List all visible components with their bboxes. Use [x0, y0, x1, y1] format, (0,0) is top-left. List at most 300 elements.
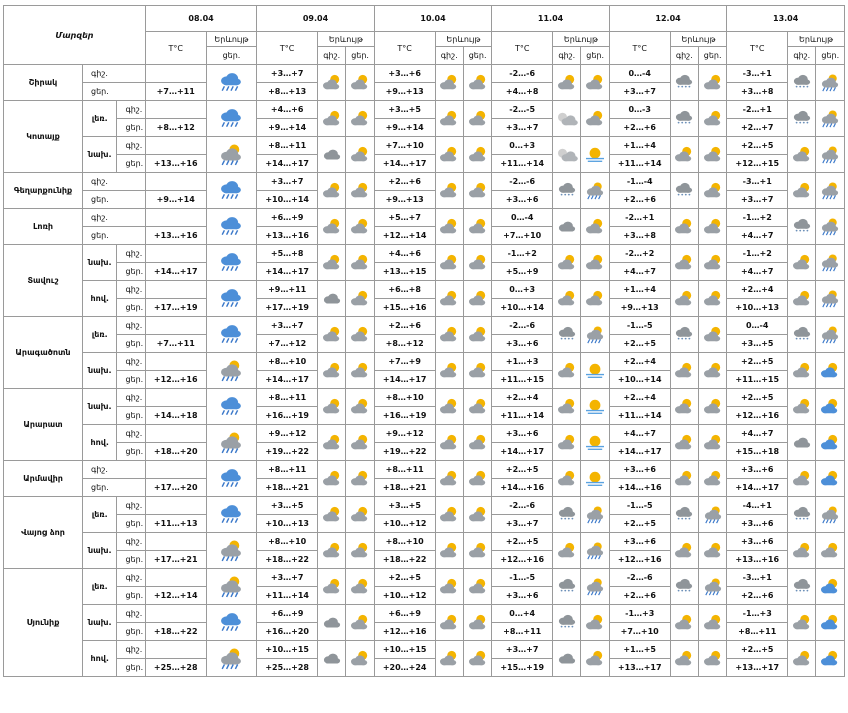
- table-row: [4, 317, 845, 335]
- table-row: [4, 641, 845, 659]
- weather-icon-cell: [206, 209, 257, 245]
- table-row: [4, 389, 845, 407]
- day-weather-cell: [581, 281, 609, 317]
- temp-cell: +7…+10: [374, 137, 435, 155]
- temp-cell: +20…+24: [374, 659, 435, 677]
- region-name: Տավուշ: [4, 245, 83, 317]
- cloud-rain-icon: [207, 216, 257, 238]
- night-weather-cell: [553, 605, 581, 641]
- day-weather-cell: [816, 533, 845, 569]
- cloud-sun-icon: [318, 506, 345, 524]
- cloud-sun-icon: [436, 74, 463, 92]
- day-weather-cell: [581, 317, 609, 353]
- night-weather-cell: [435, 317, 463, 353]
- temp-cell: [145, 497, 206, 515]
- temp-cell: +3…+6: [609, 461, 670, 479]
- temp-cell: -1…-5: [609, 317, 670, 335]
- cloud-rain-sun-icon: [816, 506, 844, 524]
- cloud-sun-icon: [346, 362, 373, 380]
- table-row: [4, 533, 845, 551]
- night-weather-cell: [553, 65, 581, 101]
- day-weather-cell: [581, 173, 609, 209]
- day-weather-cell: [698, 389, 726, 425]
- sun-fog-icon: [581, 398, 608, 416]
- night-weather-cell: [318, 533, 346, 569]
- temp-cell: +16…+20: [257, 623, 318, 641]
- night-weather-cell: [435, 173, 463, 209]
- night-weather-cell: [318, 317, 346, 353]
- temp-cell: +8…+10: [374, 533, 435, 551]
- cloud-sun-icon: [553, 74, 580, 92]
- night-weather-cell: [553, 497, 581, 533]
- temp-cell: +8…+11: [727, 623, 788, 641]
- region-name: Լոռի: [4, 209, 83, 245]
- day-weather-cell: [816, 101, 845, 137]
- time-of-day: ցեր.: [117, 155, 145, 173]
- cloud-sun-icon: [581, 254, 608, 272]
- temp-cell: [145, 425, 206, 443]
- time-of-day: գիշ.: [117, 497, 145, 515]
- cloud-sun-icon: [464, 506, 491, 524]
- temp-cell: +13…+15: [374, 263, 435, 281]
- temp-cell: +13…+17: [727, 659, 788, 677]
- temp-header: T°C: [492, 32, 553, 65]
- temp-cell: +9…+11: [257, 281, 318, 299]
- temp-cell: +3…+7: [257, 317, 318, 335]
- table-row: [4, 245, 845, 263]
- temp-cell: +8…+11: [374, 461, 435, 479]
- temp-cell: +3…+5: [257, 497, 318, 515]
- cloud-sun-icon: [816, 542, 844, 560]
- day-weather-cell: [346, 317, 374, 353]
- temp-cell: +14…+17: [609, 443, 670, 461]
- cloud-sun-icon: [553, 362, 580, 380]
- cloud-sun-icon: [464, 146, 491, 164]
- cloud-sun-icon: [788, 146, 815, 164]
- cloud-sun-icon: [553, 290, 580, 308]
- weather-icon-cell: [206, 533, 257, 569]
- cloud-rain-icon: [207, 252, 257, 274]
- night-weather-cell: [318, 569, 346, 605]
- weather-icon-cell: [206, 173, 257, 209]
- temp-cell: +14…+18: [145, 407, 206, 425]
- temp-cell: +1…+5: [609, 641, 670, 659]
- cloud-rain-sun-icon: [816, 110, 844, 128]
- night-weather-cell: [670, 497, 698, 533]
- night-weather-cell: [435, 461, 463, 497]
- temp-cell: [145, 641, 206, 659]
- time-of-day: ցեր.: [117, 335, 145, 353]
- night-weather-cell: [553, 461, 581, 497]
- cloud-rain-icon: [207, 504, 257, 526]
- cloud-sun-icon: [346, 290, 373, 308]
- cloud-sun-icon: [318, 74, 345, 92]
- temp-cell: [145, 245, 206, 263]
- day-subheader: ցեր.: [816, 47, 845, 65]
- temp-cell: -3…+1: [727, 65, 788, 83]
- temp-cell: +4…+6: [257, 101, 318, 119]
- cloud-rain-sun-icon: [207, 576, 257, 598]
- time-of-day: գիշ.: [117, 641, 145, 659]
- day-weather-cell: [346, 461, 374, 497]
- day-weather-cell: [346, 137, 374, 173]
- cloud-sun-icon: [788, 362, 815, 380]
- temp-cell: +8…+11: [257, 461, 318, 479]
- temp-cell: +3…+7: [492, 641, 553, 659]
- day-weather-cell: [816, 245, 845, 281]
- cloud-sun-icon: [318, 254, 345, 272]
- cloud-sun-icon: [346, 578, 373, 596]
- cloud-sun-icon: [464, 614, 491, 632]
- cloud-snow-icon: [671, 506, 698, 524]
- cloud-sun-icon: [699, 326, 726, 344]
- night-weather-cell: [435, 605, 463, 641]
- temp-cell: -1…+2: [727, 209, 788, 227]
- region-name: Կոտայք: [4, 101, 83, 173]
- day-weather-cell: [581, 209, 609, 245]
- night-weather-cell: [788, 569, 816, 605]
- cloud-sun-icon: [699, 650, 726, 668]
- day-weather-cell: [463, 209, 491, 245]
- night-weather-cell: [788, 245, 816, 281]
- cloud-sun-icon: [671, 650, 698, 668]
- cloud-icon: [553, 650, 580, 668]
- day-weather-cell: [816, 281, 845, 317]
- cloud-sun-icon: [699, 470, 726, 488]
- cloud-sun-icon: [436, 290, 463, 308]
- moon-cloud-icon: [553, 110, 580, 128]
- day-weather-cell: [346, 209, 374, 245]
- temp-cell: +17…+20: [145, 479, 206, 497]
- temp-cell: +2…+6: [374, 317, 435, 335]
- night-weather-cell: [788, 101, 816, 137]
- day-weather-cell: [698, 209, 726, 245]
- cloud-sun-icon: [699, 218, 726, 236]
- temp-cell: +12…+15: [727, 155, 788, 173]
- temp-cell: +4…+8: [492, 83, 553, 101]
- day-weather-cell: [698, 605, 726, 641]
- temp-cell: +1…+4: [609, 137, 670, 155]
- weather-icon-cell: [206, 461, 257, 497]
- temp-cell: 0…-4: [727, 317, 788, 335]
- day-weather-cell: [346, 245, 374, 281]
- moon-cloud-icon: [553, 146, 580, 164]
- day-weather-cell: [698, 497, 726, 533]
- temp-cell: +3…+6: [492, 587, 553, 605]
- day-weather-cell: [816, 173, 845, 209]
- day-weather-cell: [463, 137, 491, 173]
- day-weather-cell: [346, 353, 374, 389]
- night-weather-cell: [435, 389, 463, 425]
- time-of-day: գիշ.: [83, 65, 146, 83]
- temp-cell: +4…+7: [727, 263, 788, 281]
- cloud-sun-icon: [464, 182, 491, 200]
- cloud-rain-sun-icon: [816, 182, 844, 200]
- day-subheader: ցեր.: [346, 47, 374, 65]
- night-weather-cell: [318, 65, 346, 101]
- night-weather-cell: [318, 389, 346, 425]
- temp-cell: +19…+22: [374, 443, 435, 461]
- temp-header: T°C: [374, 32, 435, 65]
- night-weather-cell: [318, 605, 346, 641]
- night-weather-cell: [435, 245, 463, 281]
- table-row: [4, 173, 845, 191]
- night-weather-cell: [553, 353, 581, 389]
- sun-fog-icon: [581, 434, 608, 452]
- temp-cell: +2…+5: [727, 641, 788, 659]
- night-weather-cell: [435, 497, 463, 533]
- cloud-sun-icon: [671, 470, 698, 488]
- temp-cell: [145, 569, 206, 587]
- cloud-sun-icon: [464, 254, 491, 272]
- cloud-sun-icon: [699, 254, 726, 272]
- temp-cell: +3…+7: [727, 191, 788, 209]
- time-of-day: ցեր.: [83, 191, 146, 209]
- temp-cell: -1…+3: [609, 605, 670, 623]
- temp-cell: +4…+7: [609, 263, 670, 281]
- temp-cell: -2…-6: [492, 65, 553, 83]
- temp-cell: +3…+7: [492, 119, 553, 137]
- cloud-snow-icon: [553, 578, 580, 596]
- night-weather-cell: [670, 425, 698, 461]
- cloud-sun-icon: [788, 614, 815, 632]
- temp-cell: 0…+3: [492, 137, 553, 155]
- day-weather-cell: [581, 65, 609, 101]
- zone-name: նախ.: [83, 137, 117, 173]
- temp-cell: +4…+7: [727, 227, 788, 245]
- temp-cell: +7…+10: [609, 623, 670, 641]
- night-weather-cell: [435, 137, 463, 173]
- cloud-sun-icon: [318, 542, 345, 560]
- cloud-sun-icon: [699, 182, 726, 200]
- night-weather-cell: [553, 245, 581, 281]
- temp-cell: +6…+9: [374, 605, 435, 623]
- cloud-rain-sun-icon: [207, 540, 257, 562]
- night-subheader: գիշ.: [788, 47, 816, 65]
- night-weather-cell: [788, 209, 816, 245]
- cloud-sun-icon: [436, 362, 463, 380]
- cloud-sun-icon: [464, 434, 491, 452]
- cloud-sun-icon: [464, 578, 491, 596]
- night-weather-cell: [435, 533, 463, 569]
- time-of-day: գիշ.: [117, 533, 145, 551]
- cloud-snow-icon: [553, 506, 580, 524]
- temp-cell: [145, 605, 206, 623]
- temp-cell: +6…+9: [257, 605, 318, 623]
- cloud-sun-icon: [788, 470, 815, 488]
- day-weather-cell: [463, 281, 491, 317]
- region-name: Վայոց ձոր: [4, 497, 83, 569]
- night-weather-cell: [788, 461, 816, 497]
- temp-cell: +2…+4: [609, 353, 670, 371]
- table-row: [4, 425, 845, 443]
- temp-cell: +8…+11: [257, 389, 318, 407]
- day-weather-cell: [698, 353, 726, 389]
- night-weather-cell: [788, 641, 816, 677]
- night-weather-cell: [670, 353, 698, 389]
- temp-cell: +17…+19: [257, 299, 318, 317]
- time-of-day: ցեր.: [117, 515, 145, 533]
- temp-cell: +11…+13: [145, 515, 206, 533]
- temp-cell: -2…-6: [609, 569, 670, 587]
- cloud-snow-icon: [788, 74, 815, 92]
- temp-cell: -1…+2: [492, 245, 553, 263]
- temp-cell: +18…+22: [145, 623, 206, 641]
- day-weather-cell: [463, 569, 491, 605]
- cloud-snow-icon: [788, 578, 815, 596]
- temp-cell: +10…+14: [257, 191, 318, 209]
- cloud-rain-sun-icon: [816, 326, 844, 344]
- night-weather-cell: [670, 389, 698, 425]
- table-row: [4, 461, 845, 479]
- cloud-snow-icon: [671, 326, 698, 344]
- time-of-day: ցեր.: [117, 443, 145, 461]
- time-of-day: ցեր.: [117, 299, 145, 317]
- day-weather-cell: [698, 317, 726, 353]
- cloud-sun-icon: [436, 182, 463, 200]
- temp-cell: +14…+17: [374, 371, 435, 389]
- zone-name: նախ.: [83, 605, 117, 641]
- temp-cell: +9…+12: [257, 425, 318, 443]
- temp-cell: +18…+21: [374, 479, 435, 497]
- weather-icon-cell: [206, 353, 257, 389]
- night-weather-cell: [318, 173, 346, 209]
- cloud-sun-icon: [671, 290, 698, 308]
- day-weather-cell: [581, 605, 609, 641]
- temp-cell: +14…+17: [374, 155, 435, 173]
- cloud-sun-icon: [436, 398, 463, 416]
- day-weather-cell: [346, 65, 374, 101]
- day-weather-cell: [816, 317, 845, 353]
- cloud-sun-icon: [553, 434, 580, 452]
- time-of-day: գիշ.: [117, 137, 145, 155]
- weather-icon-cell: [206, 389, 257, 425]
- cloud-rain-sun-icon: [581, 326, 608, 344]
- cloud-sun-icon: [464, 542, 491, 560]
- cloud-sun-icon: [346, 650, 373, 668]
- temp-cell: +3…+6: [727, 533, 788, 551]
- weather-header: Երևույթ: [206, 32, 257, 47]
- temp-cell: +2…+5: [609, 515, 670, 533]
- table-row: [4, 209, 845, 227]
- cloud-sun-icon: [671, 218, 698, 236]
- weather-icon-cell: [206, 317, 257, 353]
- time-of-day: ցեր.: [117, 263, 145, 281]
- temp-cell: +9…+12: [374, 425, 435, 443]
- temp-cell: [145, 137, 206, 155]
- cloud-icon: [553, 218, 580, 236]
- temp-cell: +2…+4: [727, 281, 788, 299]
- table-row: [4, 281, 845, 299]
- day-weather-cell: [698, 101, 726, 137]
- temp-cell: +10…+14: [609, 371, 670, 389]
- cloud-icon: [318, 614, 345, 632]
- region-name: Արագածոտն: [4, 317, 83, 389]
- day-weather-cell: [346, 533, 374, 569]
- temp-cell: +14…+16: [609, 479, 670, 497]
- cloud-sun-icon: [318, 182, 345, 200]
- cloud-sun-icon: [671, 542, 698, 560]
- temp-cell: +25…+28: [145, 659, 206, 677]
- temp-cell: +14…+17: [257, 263, 318, 281]
- temp-cell: +2…+5: [727, 353, 788, 371]
- cloud-sun-icon: [788, 650, 815, 668]
- temp-cell: -3…+1: [727, 569, 788, 587]
- day-weather-cell: [346, 101, 374, 137]
- cloud-snow-icon: [553, 182, 580, 200]
- temp-cell: +10…+15: [257, 641, 318, 659]
- temp-cell: +13…+16: [257, 227, 318, 245]
- temp-cell: +18…+21: [257, 479, 318, 497]
- night-weather-cell: [788, 605, 816, 641]
- cloud-rain-sun-icon: [816, 254, 844, 272]
- cloud-sun-icon: [436, 614, 463, 632]
- day-weather-cell: [346, 605, 374, 641]
- day-weather-cell: [816, 641, 845, 677]
- cloud-rain-icon: [207, 324, 257, 346]
- cloud-sun-icon: [346, 182, 373, 200]
- temp-cell: 0…-4: [492, 209, 553, 227]
- day-weather-cell: [581, 461, 609, 497]
- temp-cell: +12…+16: [145, 371, 206, 389]
- cloud-sun-icon: [553, 398, 580, 416]
- temp-cell: +3…+7: [492, 515, 553, 533]
- temp-cell: +9…+13: [374, 83, 435, 101]
- zone-name: հով.: [83, 425, 117, 461]
- cloud-rain-icon: [207, 612, 257, 634]
- day-weather-cell: [463, 173, 491, 209]
- temp-cell: +10…+15: [374, 641, 435, 659]
- temp-cell: +11…+14: [609, 407, 670, 425]
- cloud-sun-icon: [346, 398, 373, 416]
- temp-cell: +9…+14: [145, 191, 206, 209]
- day-weather-cell: [816, 569, 845, 605]
- day-weather-cell: [816, 137, 845, 173]
- temp-cell: +13…+16: [727, 551, 788, 569]
- temp-cell: +2…+6: [609, 119, 670, 137]
- cloud-sun-icon: [788, 254, 815, 272]
- night-weather-cell: [553, 425, 581, 461]
- day-weather-cell: [463, 245, 491, 281]
- temp-cell: +14…+17: [257, 155, 318, 173]
- day-weather-cell: [816, 353, 845, 389]
- cloud-rain-icon: [207, 180, 257, 202]
- day-weather-cell: [463, 425, 491, 461]
- temp-cell: +5…+8: [257, 245, 318, 263]
- cloud-rain-sun-icon: [207, 144, 257, 166]
- day-weather-cell: [816, 389, 845, 425]
- night-weather-cell: [435, 425, 463, 461]
- cloud-snow-icon: [788, 218, 815, 236]
- day-weather-cell: [463, 353, 491, 389]
- day-weather-cell: [816, 209, 845, 245]
- temp-cell: +12…+16: [609, 551, 670, 569]
- cloud-sun-icon: [699, 74, 726, 92]
- cloud-icon: [788, 434, 815, 452]
- temp-cell: +4…+6: [374, 245, 435, 263]
- time-of-day: գիշ.: [117, 569, 145, 587]
- temp-cell: +13…+17: [609, 659, 670, 677]
- temp-cell: [145, 353, 206, 371]
- cloud-blue-icon: [816, 434, 844, 452]
- night-weather-cell: [318, 245, 346, 281]
- night-weather-cell: [670, 65, 698, 101]
- temp-cell: +8…+10: [257, 353, 318, 371]
- temp-cell: +2…+7: [727, 119, 788, 137]
- cloud-sun-icon: [699, 146, 726, 164]
- day-weather-cell: [698, 425, 726, 461]
- day-weather-cell: [463, 101, 491, 137]
